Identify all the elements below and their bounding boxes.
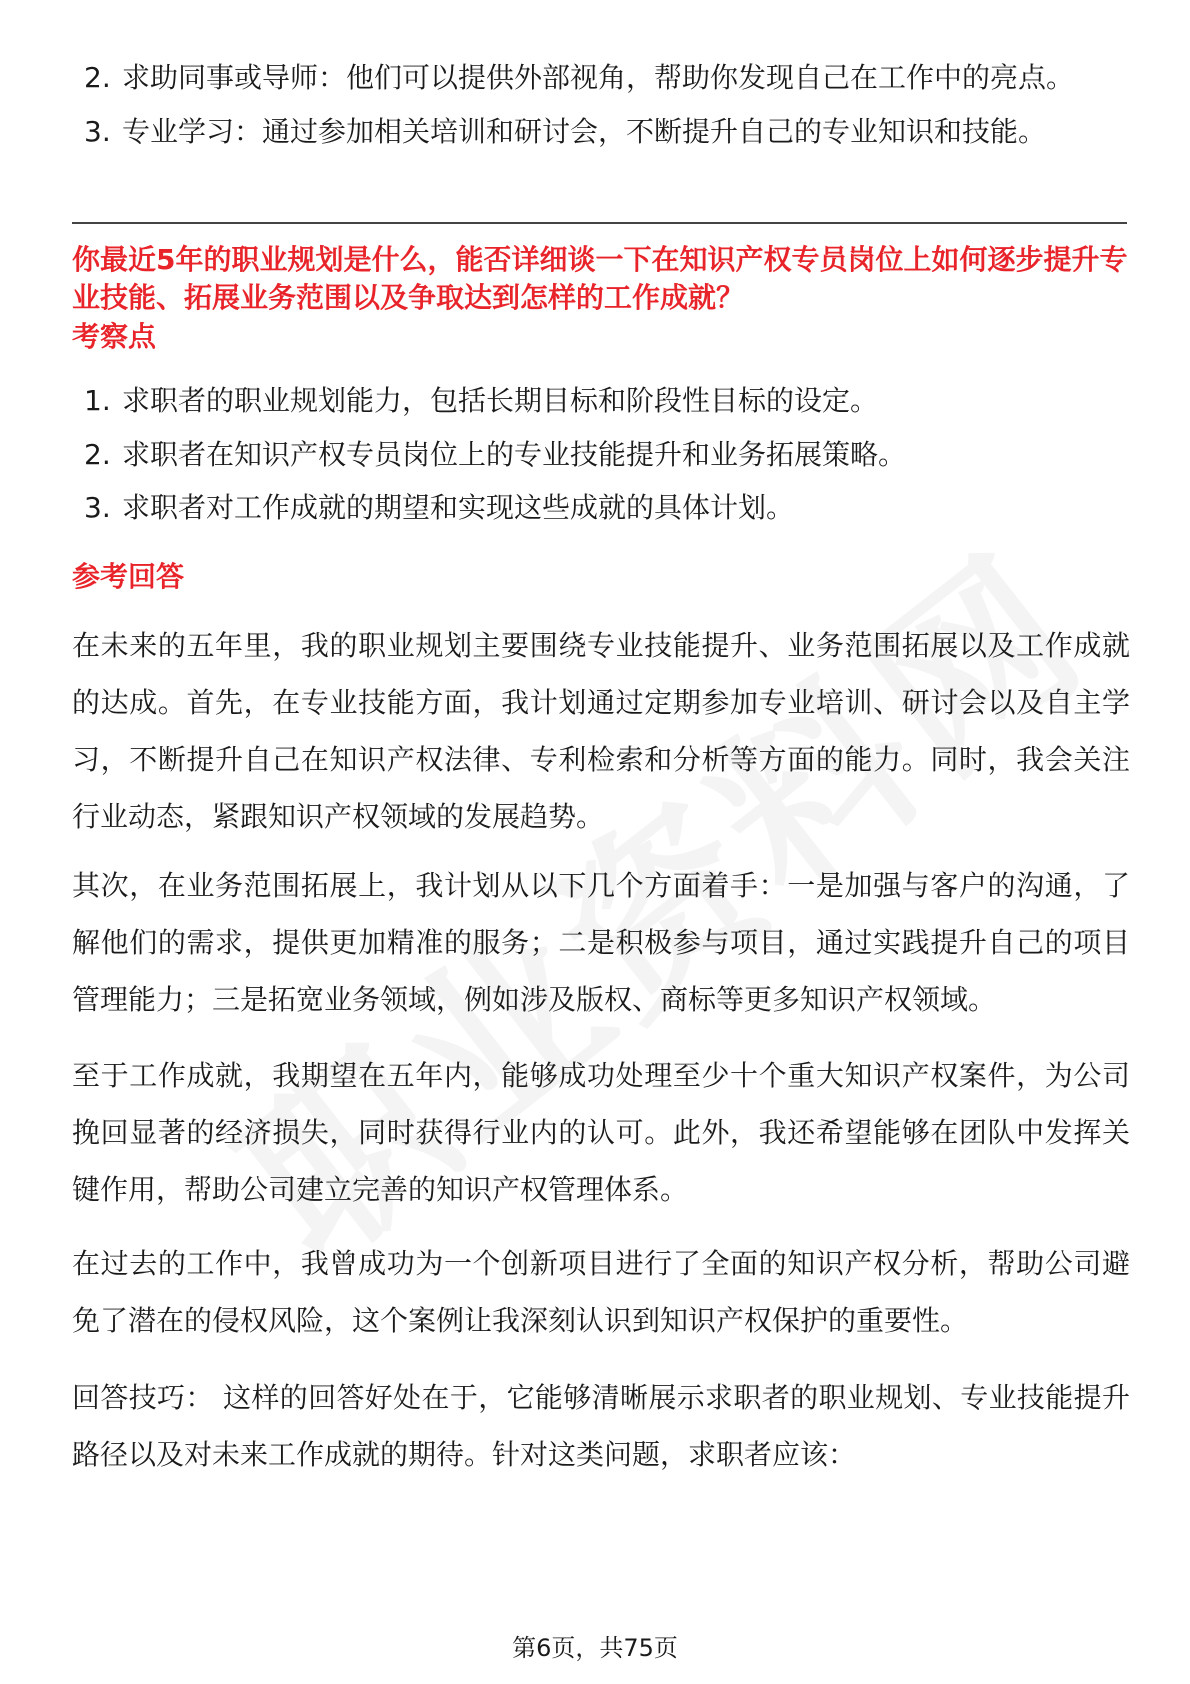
list-item xyxy=(84,488,794,528)
list-text: 求助同事或导师：他们可以提供外部视角，帮助你发现自己在工作中的亮点。 xyxy=(122,61,1075,94)
list-item xyxy=(84,381,878,421)
answer-paragraph: 在过去的工作中，我曾成功为一个创新项目进行了全面的知识产权分析，帮助公司避免了潜在的侵权风险，这个案例让我深刻认识到知识产权保护的重要性。 xyxy=(72,1247,1130,1337)
list-text: 求职者在知识产权专员岗位上的专业技能提升和业务拓展策略。 xyxy=(122,438,907,471)
kaochadian-title: 考察点 xyxy=(72,320,157,353)
answer-paragraph: 至于工作成就，我期望在五年内，能够成功处理至少十个重大知识产权案件，为公司挽回显著的经济损失，同时获得行业内的认可。此外，我还希望能够在团队中发挥关键作用，帮助公司建立完善的知识产权管理体系。 xyxy=(72,1059,1130,1206)
list-text: 求职者的职业规划能力，包括长期目标和阶段性目标的设定。 xyxy=(122,384,879,417)
section-divider xyxy=(72,222,1127,224)
list-text: 专业学习：通过参加相关培训和研讨会，不断提升自己的专业知识和技能。 xyxy=(122,115,1047,148)
page-number-footer: 第6页，共75页 xyxy=(512,1634,678,1662)
list-item xyxy=(84,112,1046,152)
answer-paragraph: 在未来的五年里，我的职业规划主要围绕专业技能提升、业务范围拓展以及工作成就的达成。首先，在专业技能方面，我计划通过定期参加专业培训、研讨会以及自主学习，不断提升自己在知识产权法律、专利检索和分析等方面的能力。同时，我会关注行业动态，紧跟知识产权领域的发展趋势。 xyxy=(72,629,1130,833)
list-number: 1. xyxy=(84,384,111,417)
answer-paragraph: 其次，在业务范围拓展上，我计划从以下几个方面着手：一是加强与客户的沟通，了解他们的需求，提供更加精准的服务；二是积极参与项目，通过实践提升自己的项目管理能力；三是拓宽业务领域，例如涉及版权、商标等更多知识产权领域。 xyxy=(72,869,1130,1016)
interview-question: 你最近5年的职业规划是什么，能否详细谈一下在知识产权专员岗位上如何逐步提升专业技能、拓展业务范围以及争取达到怎样的工作成就？ xyxy=(72,243,1128,314)
list-text: 求职者对工作成就的期望和实现这些成就的具体计划。 xyxy=(122,491,795,524)
list-number: 2. xyxy=(84,438,111,471)
answer-title: 参考回答 xyxy=(72,560,185,593)
list-number: 2. xyxy=(84,61,111,94)
list-number: 3. xyxy=(84,115,111,148)
answer-tips-paragraph: 回答技巧： 这样的回答好处在于，它能够清晰展示求职者的职业规划、专业技能提升路径以及对未来工作成就的期待。针对这类问题，求职者应该： xyxy=(72,1381,1130,1471)
list-item xyxy=(84,435,906,475)
list-number: 3. xyxy=(84,491,111,524)
list-item xyxy=(84,58,1074,98)
